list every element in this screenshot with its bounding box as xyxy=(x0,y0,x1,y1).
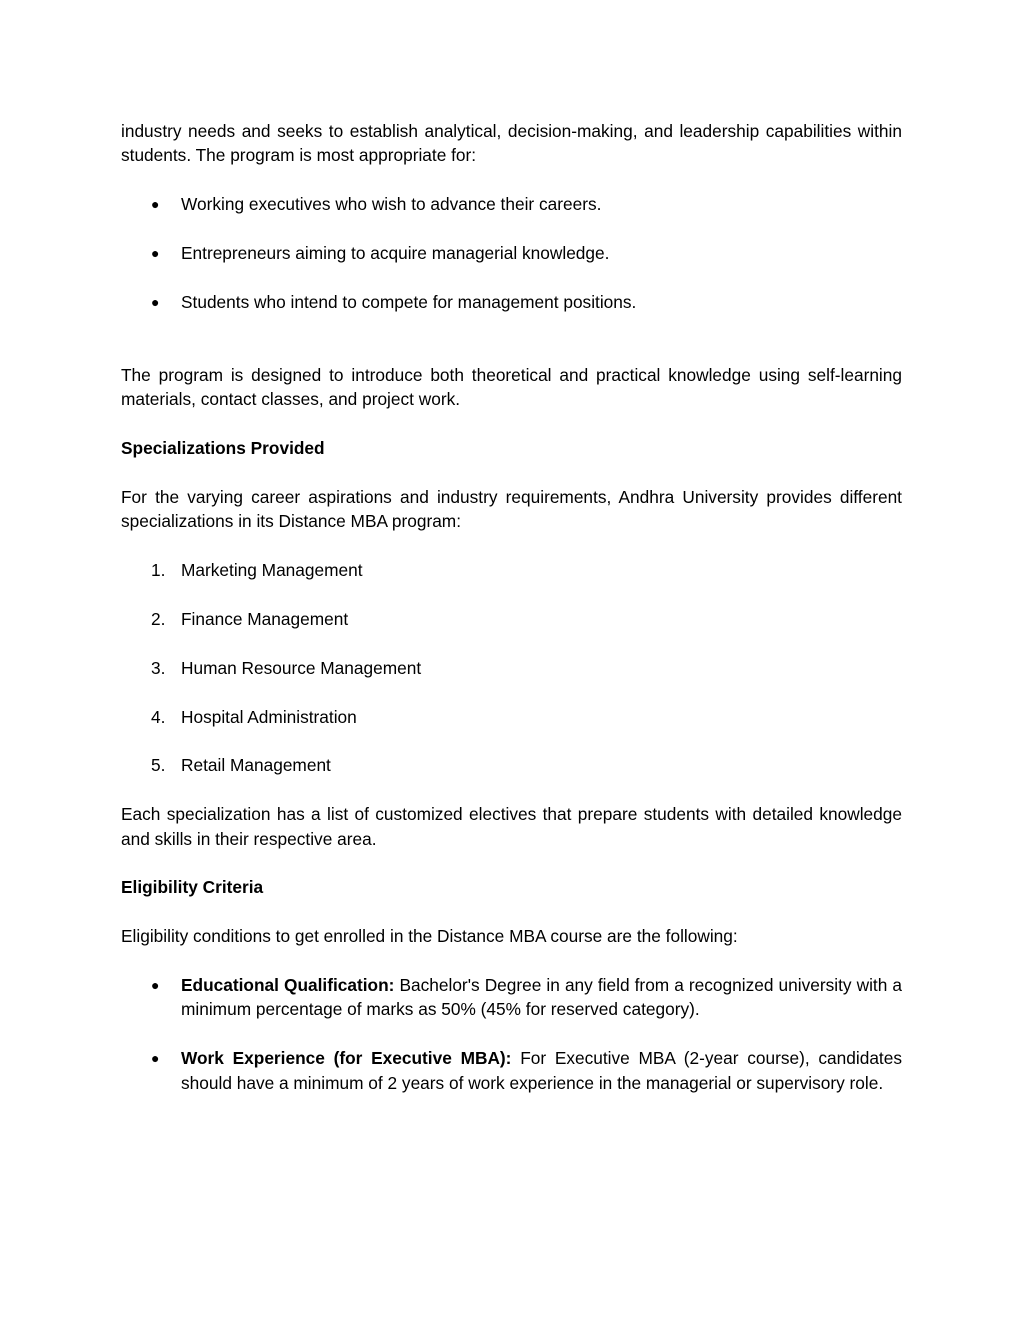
document-body xyxy=(121,119,902,1119)
list-number: 1. xyxy=(151,560,166,581)
list-number: 3. xyxy=(151,657,166,678)
list-item xyxy=(121,656,902,680)
specialization-label: Hospital Administration xyxy=(181,706,357,727)
specialization-label: Human Resource Management xyxy=(181,657,422,678)
bullet-icon: ● xyxy=(151,976,160,993)
audience-item-text: Entrepreneurs aiming to acquire managerial knowledge. xyxy=(181,243,610,263)
specializations-outro: Each specialization has a list of customized electives that prepare students with detailed knowledge and skills in their respective area. xyxy=(121,804,902,849)
list-item xyxy=(121,607,902,631)
bullet-icon: ● xyxy=(151,293,160,310)
audience-list xyxy=(121,192,902,314)
intro-paragraph: industry needs and seeks to establish analytical, decision-making, and leadership capabilities within students. The program is most appropriate for: xyxy=(121,121,902,166)
specializations-heading: Specializations Provided xyxy=(121,438,325,459)
list-item xyxy=(121,973,902,1022)
eligibility-intro: Eligibility conditions to get enrolled in the Distance MBA course are the following: xyxy=(121,926,738,947)
bullet-icon: ● xyxy=(151,196,160,213)
list-item xyxy=(121,753,902,777)
eligibility-text: Bachelor's Degree in any field from a recognized university with a minimum percentage of marks as 50% (45% for reserved category). xyxy=(181,974,902,1020)
list-number: 5. xyxy=(151,755,166,776)
specialization-label: Marketing Management xyxy=(181,560,363,581)
audience-item-text: Students who intend to compete for management positions. xyxy=(181,291,637,312)
list-number: 2. xyxy=(151,609,166,629)
eligibility-text: For Executive MBA (2-year course), candidates should have a minimum of 2 years of work experience in the managerial or supervisory role. xyxy=(181,1048,902,1093)
list-item xyxy=(121,558,902,582)
list-item xyxy=(121,1046,902,1095)
eligibility-term: Educational Qualification: xyxy=(181,974,395,995)
specializations-intro: For the varying career aspirations and industry requirements, Andhra University provides different specializations in its Distance MBA program: xyxy=(121,487,902,532)
specializations-list xyxy=(121,558,902,778)
eligibility-list xyxy=(121,973,902,1095)
list-item xyxy=(121,705,902,729)
list-number: 4. xyxy=(151,706,166,727)
bullet-icon: ● xyxy=(151,245,160,261)
design-paragraph: The program is designed to introduce both theoretical and practical knowledge using self-learning materials, contact classes, and project work. xyxy=(121,365,902,410)
list-item xyxy=(121,192,902,216)
specialization-label: Finance Management xyxy=(181,609,349,629)
specialization-label: Retail Management xyxy=(181,755,331,776)
list-item xyxy=(121,241,902,265)
list-item xyxy=(121,290,902,314)
bullet-icon: ● xyxy=(151,1050,160,1067)
eligibility-heading: Eligibility Criteria xyxy=(121,877,264,898)
audience-item-text: Working executives who wish to advance their careers. xyxy=(181,194,602,215)
eligibility-term: Work Experience (for Executive MBA): xyxy=(181,1048,512,1069)
